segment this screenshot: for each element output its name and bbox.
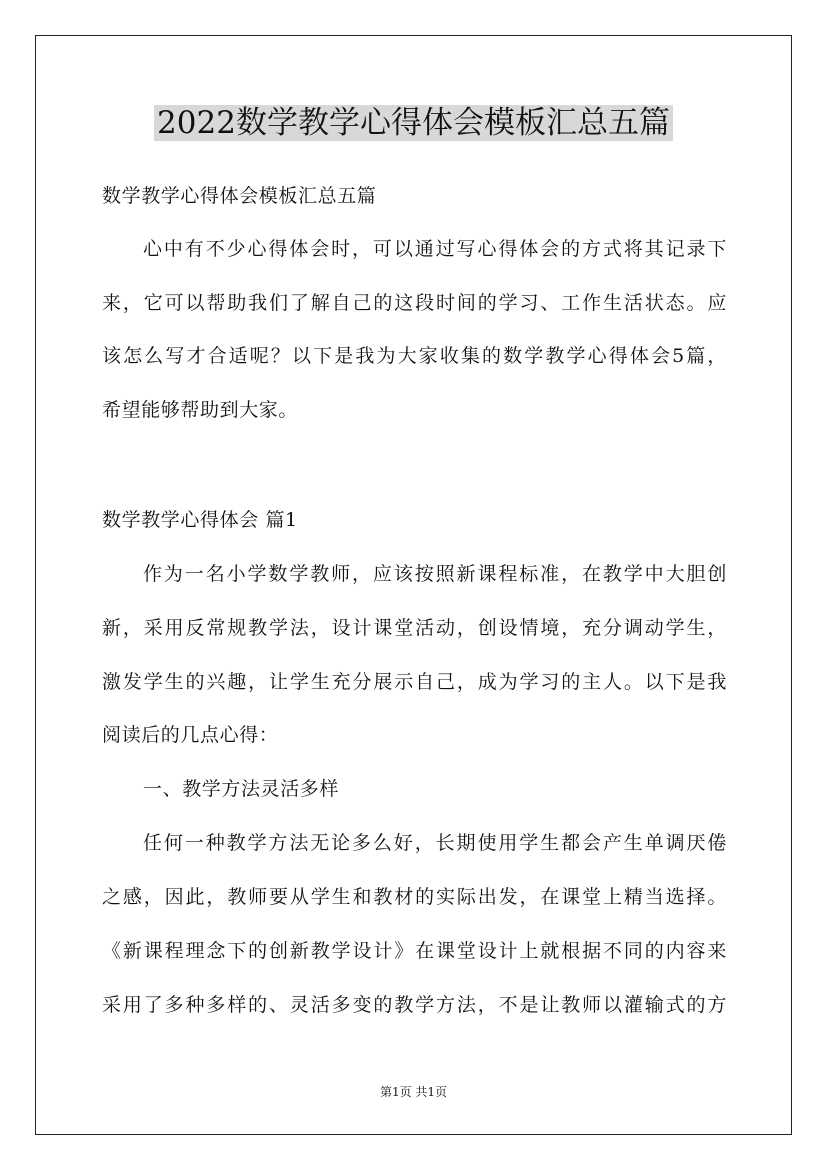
subsection-heading: 一、教学方法灵活多样 bbox=[143, 778, 340, 800]
paragraph-line: 采用了多种多样的、灵活多变的教学方法，不是让教师以灌输式的方 bbox=[102, 994, 727, 1016]
paragraph-line: 《新课程理念下的创新教学设计》在课堂设计上就根据不同的内容来 bbox=[102, 940, 727, 962]
intro-line: 该怎么写才合适呢？以下是我为大家收集的数学教学心得体会5篇， bbox=[102, 345, 727, 367]
page-number-footer: 第1页 共1页 bbox=[379, 1085, 448, 1099]
section-heading: 数学教学心得体会 篇1 bbox=[102, 509, 298, 531]
paragraph-line: 作为一名小学数学教师，应该按照新课程标准，在教学中大胆创 bbox=[143, 563, 727, 585]
paragraph-line: 新，采用反常规教学法，设计课堂活动，创设情境，充分调动学生， bbox=[102, 617, 727, 639]
paragraph-line: 激发学生的兴趣，让学生充分展示自己，成为学习的主人。以下是我 bbox=[102, 671, 727, 693]
paragraph-line: 任何一种教学方法无论多么好，长期使用学生都会产生单调厌倦 bbox=[143, 832, 727, 854]
paragraph-line: 阅读后的几点心得： bbox=[102, 724, 279, 746]
intro-line: 希望能够帮助到大家。 bbox=[102, 399, 299, 421]
intro-line: 心中有不少心得体会时，可以通过写心得体会的方式将其记录下 bbox=[143, 238, 727, 260]
intro-line: 来，它可以帮助我们了解自己的这段时间的学习、工作生活状态。应 bbox=[102, 292, 727, 314]
paragraph-line: 之感，因此，教师要从学生和教材的实际出发，在课堂上精当选择。 bbox=[102, 886, 727, 908]
document-title: 2022数学教学心得体会模板汇总五篇 bbox=[0, 103, 827, 143]
document-subtitle: 数学教学心得体会模板汇总五篇 bbox=[102, 185, 377, 207]
